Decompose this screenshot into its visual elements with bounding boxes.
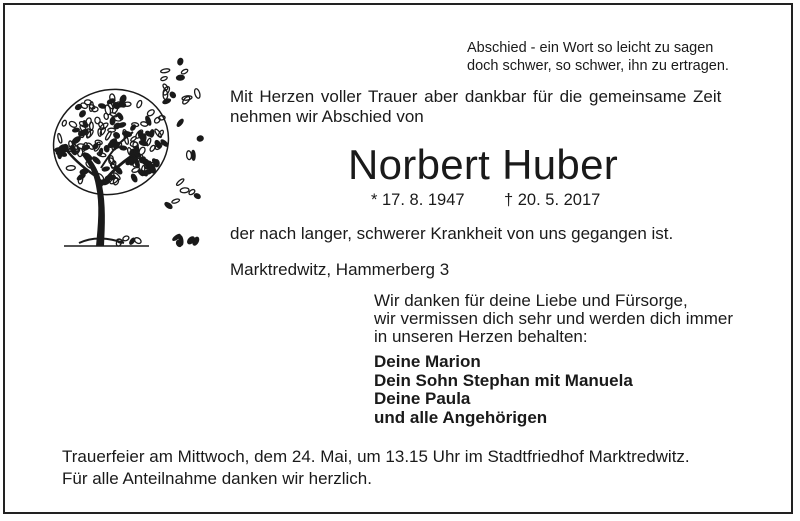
quote-line-2: doch schwer, so schwer, ihn zu ertragen. (467, 58, 729, 74)
birth-date: * 17. 8. 1947 (371, 191, 465, 209)
thanks-line-3: in unseren Herzen behalten: (374, 327, 588, 346)
deceased-name: Norbert Huber (348, 141, 619, 188)
obituary-notice (3, 3, 793, 514)
intro-line-1: Mit Herzen voller Trauer aber dankbar für die gemeinsame Zeit (230, 87, 722, 106)
funeral-info (62, 446, 690, 490)
thanks-line-1: Wir danken für deine Liebe und Fürsorge, (374, 291, 688, 310)
windblown-tree-icon (49, 50, 209, 255)
passing-text: der nach langer, schwerer Krankheit von uns gegangen ist. (230, 224, 674, 243)
intro-text (230, 87, 721, 127)
funeral-line-1: Trauerfeier am Mittwoch, dem 24. Mai, um 13.15 Uhr im Stadtfriedhof Marktredwitz. (62, 447, 690, 466)
mourner: Deine Marion (374, 352, 481, 371)
death-date: † 20. 5. 2017 (504, 191, 601, 209)
mourner: und alle Angehörigen (374, 407, 548, 427)
thanks-text (374, 292, 733, 346)
funeral-line-2: Für alle Anteilnahme danken wir herzlich. (62, 469, 372, 488)
mourner: Deine Paula (374, 389, 471, 408)
farewell-quote (467, 39, 729, 75)
intro-line-2: nehmen wir Abschied von (230, 107, 424, 126)
address: Marktredwitz, Hammerberg 3 (230, 260, 450, 279)
thanks-line-2: wir vermissen dich sehr und werden dich immer (374, 309, 734, 328)
mourner: Dein Sohn Stephan mit Manuela (374, 370, 633, 390)
quote-line-1: Abschied - ein Wort so leicht zu sagen (467, 40, 714, 56)
mourners-list (374, 353, 633, 427)
